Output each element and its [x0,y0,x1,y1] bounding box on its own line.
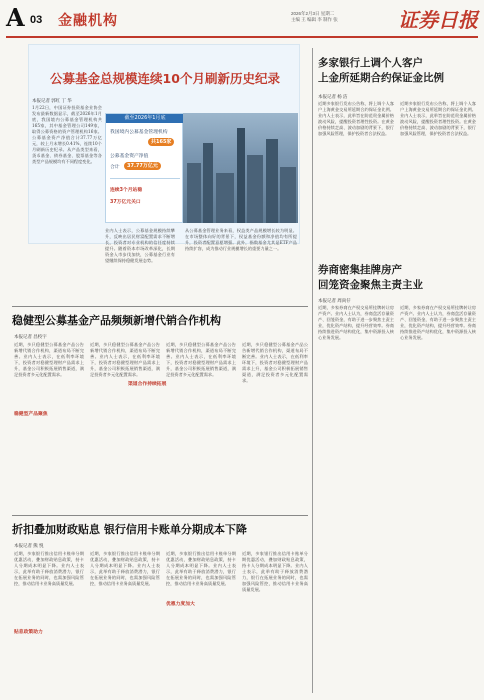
stats-divider [110,178,180,179]
section-name: 金融机构 [58,13,118,29]
right-mid-body-col1: 近期，多家券商在产权交易所挂牌转让房产资产。业内人士认为，券商盘活存量资产、回笼资金，有助于进一步聚焦主责主业，优化资产结构，提升经营效率。券商持续推进资产结构优化，集中资源投入核心业务发展。 [318,305,394,340]
section3-subhead: 优惠力度加大 [166,602,195,607]
lead-headline: 公募基金总规模连续10个月刷新历史纪录 [50,71,280,86]
stats-line: 公募基金资产净值 [110,154,149,159]
building-shape [237,128,245,223]
section2-subhead: 稳健型产品聚焦 [14,412,48,417]
section2-body-col1: 近期，多只稳健型公募基金产品公告新增代销合作机构，渠道布局不断完善。业内人士表示，在低利率环境下，投资者对稳健型理财产品需求上升，基金公司积极拓展销售渠道，满足投资者多元化配置需求。 [14,342,84,377]
right-top-body-col1: 近期多家银行发布公告称，将上调个人客户上海黄金交易所延期合约保证金比例。业内人士表示，此举旨在防范贵金属价格波动风险，提醒投资者理性投资。在黄金价格持续走高、波动加剧的背景下，银行加强风险管理，保护投资者合法权益。 [318,101,394,136]
issue-meta [291,11,401,23]
section2-byline: 本报记者 昌校宇 [14,334,47,339]
column-divider [312,48,313,693]
section3-body-col1: 近期，多家银行推出信用卡账单分期优惠活动，叠加财政贴息政策，持卡人分期成本明显下降。业内人士表示，此举有助于释放消费潜力，银行在拓展业务的同时，也需加强风险管控，推动信用卡业务高质量发展。 [14,551,84,586]
lead-body-col2: 业内人士表示，公募基金规模持续攀升，反映出居民财富配置需求不断增长，投资者对专业机构的信任度持续提升。随着资本市场改革深化，长期资金入市步伐加快，公募基金行业有望继续保持稳健发展态势。 [105,228,175,263]
building-shape [216,173,234,223]
section3-body-col2: 近期，多家银行推出信用卡账单分期优惠活动，叠加财政贴息政策，持卡人分期成本明显下降。业内人士表示，此举有助于释放消费潜力，银行在拓展业务的同时，也需加强风险管控，推动信用卡业务高质量发展。 [90,551,160,586]
right-top-headline [318,56,444,86]
building-shape [187,163,201,223]
section-divider [12,515,308,516]
page-header [6,4,478,40]
section2-body-col2: 近期，多只稳健型公募基金产品公告新增代销合作机构，渠道布局不断完善。业内人士表示，在低利率环境下，投资者对稳健型理财产品需求上升，基金公司积极拓展销售渠道，满足投资者多元化配置需求。 [90,342,160,377]
right-mid-byline: 本报记者 周尚仔 [318,298,351,303]
section2-body-col3: 近期，多只稳健型公募基金产品公告新增代销合作机构，渠道布局不断完善。业内人士表示，在低利率环境下，投资者对稳健型理财产品需求上升，基金公司积极拓展销售渠道，满足投资者多元化配置需求。 [166,342,236,377]
section2-body-col4: 近期，多只稳健型公募基金产品公告新增代销合作机构，渠道布局不断完善。业内人士表示，在低利率环境下，投资者对稳健型理财产品需求上升，基金公司积极拓展销售渠道，满足投资者多元化配置需求。 [242,342,308,383]
headline-line: 回笼资金聚焦主责主业 [318,279,423,291]
editor-credits: 主编 王 编辑 李 制作 张 [291,17,338,22]
building-shape [280,167,296,223]
masthead-logo: 证券日报 [398,8,478,32]
stats-line: 我国境内公募基金管理机构 [110,130,168,135]
stats-card-header: 截至2026年1月底 [106,114,184,123]
city-skyline-photo [183,113,298,223]
stats-line: 连续3个月站稳 [110,188,143,193]
headline-line: 多家银行上调个人客户 [318,57,423,69]
issue-date: 2026年2月3日 星期二 [291,11,335,16]
page-letter: A [6,3,25,32]
stats-line: 合计 [110,165,120,170]
right-top-byline: 本报记者 杨 洁 [318,94,348,99]
lead-body-col3: 从公募基金管理业务来看，权益类产品规模增长较为明显。在市场整体向好的背景下，权益基金份额和净值均有所提升，投资者配置意愿增强。此外，指数基金尤其是ETF产品持续扩容，成为推动行业规模增长的重要力量之一。 [185,228,297,251]
right-mid-headline [318,263,423,293]
headline-line: 券商密集挂牌房产 [318,264,402,276]
section3-byline: 本报记者 熊 悦 [14,543,44,548]
section-divider [12,306,308,307]
section2-subhead: 渠道合作持续拓展 [128,382,167,387]
page-number: 03 [30,14,43,26]
lead-body-col1: 1月22日，中国证券投资基金业协会发布最新数据显示，截至2026年1月底，我国境内公募基金管理机构共165家，其中基金管理公司149家，取得公募资格的资产管理机构16家。公募基金资产净值合计37.77万亿元，较上月末增长0.41%，连续10个月刷新历史纪录。从产品类型来看，货币基金、债券基金、股票基金等各类型产品规模均有不同程度变化。 [32,105,102,164]
stats-card [105,113,183,223]
section3-body-col3: 近期，多家银行推出信用卡账单分期优惠活动，叠加财政贴息政策，持卡人分期成本明显下降。业内人士表示，此举有助于释放消费潜力，银行在拓展业务的同时，也需加强风险管控，推动信用卡业务高质量发展。 [166,551,236,586]
building-shape [266,139,278,223]
section3-body-col4: 近期，多家银行推出信用卡账单分期优惠活动，叠加财政贴息政策，持卡人分期成本明显下降。业内人士表示，此举有助于释放消费潜力，银行在拓展业务的同时，也需加强风险管控，推动信用卡业务高质量发展。 [242,551,308,592]
headline-line: 上金所延期合约保证金比例 [318,72,444,84]
header-rule [6,36,478,38]
right-top-body-col2: 近期多家银行发布公告称，将上调个人客户上海黄金交易所延期合约保证金比例。业内人士表示，此举旨在防范贵金属价格波动风险，提醒投资者理性投资。在黄金价格持续走高、波动加剧的背景下，银行加强风险管理，保护投资者合法权益。 [400,101,476,136]
stats-value-badge: 37.77万亿元 [124,162,161,170]
stats-line: 37万亿元关口 [110,200,141,205]
building-shape [247,155,263,223]
section3-headline: 折扣叠加财政贴息 银行信用卡账单分期成本下降 [12,523,247,536]
lead-byline: 本报记者 郭红 丁 华 [32,98,72,103]
stats-count-badge: 共165家 [148,138,174,146]
section2-headline: 稳健型公募基金产品频频新增代销合作机构 [12,314,221,327]
building-shape [203,143,213,223]
section3-subhead: 贴息政策助力 [14,630,43,635]
right-mid-body-col2: 近期，多家券商在产权交易所挂牌转让房产资产。业内人士认为，券商盘活存量资产、回笼资金，有助于进一步聚焦主责主业，优化资产结构，提升经营效率。券商持续推进资产结构优化，集中资源投入核心业务发展。 [400,305,476,340]
